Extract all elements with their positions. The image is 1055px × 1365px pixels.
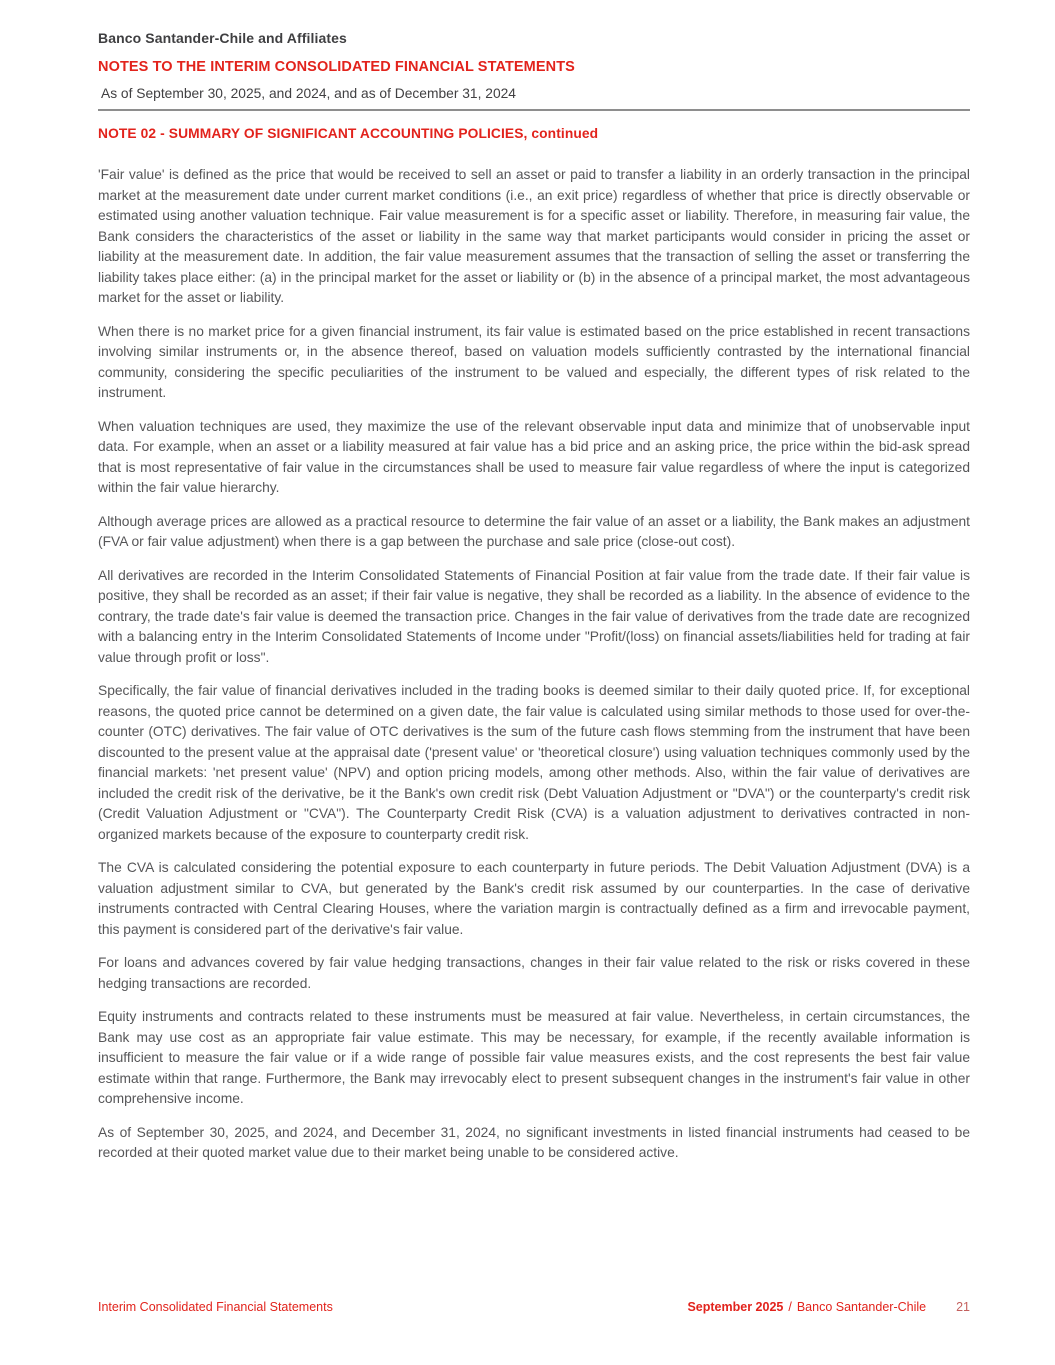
paragraph: All derivatives are recorded in the Interim Consolidated Statements of Financial Position at fair value from the trade date. If their fair value is positive, they shall be recorded as an asset; if their fair value is negative, they shall be recorded as a liability. In the absence of evidence to the contrary, the trade date's fair value is deemed the transaction price. Changes in the fair value of derivatives from the trade date are recognized with a balancing entry in the Interim Consolidated Statements of Income under "Profit/(loss) on financial assets/liabilities held for trading at fair value through profit or loss". bbox=[98, 567, 970, 665]
paragraph: Although average prices are allowed as a practical resource to determine the fair value of an asset or a liability, the Bank makes an adjustment (FVA or fair value adjustment) when there is a gap between the purchase and sale price (close-out cost). bbox=[98, 513, 970, 549]
page-footer bbox=[98, 1300, 970, 1314]
document-title: NOTES TO THE INTERIM CONSOLIDATED FINANCIAL STATEMENTS bbox=[98, 59, 575, 75]
report-date-line: As of September 30, 2025, and 2024, and as of December 31, 2024 bbox=[101, 86, 516, 101]
paragraph: For loans and advances covered by fair value hedging transactions, changes in their fair value related to the risk or risks covered in these hedging transactions are recorded. bbox=[98, 955, 970, 991]
page-content bbox=[98, 30, 970, 1177]
paragraph: As of September 30, 2025, and 2024, and December 31, 2024, no significant investments in listed financial instruments had ceased to be recorded at their quoted market value due to their market being unable to be considered active. bbox=[98, 1124, 970, 1160]
footer-separator: / bbox=[788, 1300, 792, 1314]
company-name: Banco Santander-Chile and Affiliates bbox=[98, 30, 347, 46]
paragraph: When there is no market price for a given financial instrument, its fair value is estimated based on the price established in recent transactions involving similar instruments or, in the absence thereof, based on valuation models sufficiently contrasted by the international financial community, considering the specific peculiarities of the instrument to be valued and especially, the different types of risk related to the instrument. bbox=[98, 323, 970, 400]
note-body bbox=[98, 165, 970, 1164]
note-section-heading: NOTE 02 - SUMMARY OF SIGNIFICANT ACCOUNTING POLICIES, continued bbox=[98, 126, 599, 141]
footer-document-label: Interim Consolidated Financial Statements bbox=[98, 1300, 333, 1314]
footer-right-group bbox=[687, 1300, 970, 1314]
footer-brand: Banco Santander-Chile bbox=[796, 1300, 927, 1314]
header-divider bbox=[98, 109, 970, 111]
page-number: 21 bbox=[956, 1300, 970, 1314]
paragraph: 'Fair value' is defined as the price that would be received to sell an asset or paid to transfer a liability in an orderly transaction in the principal market at the measurement date under current market conditions (i.e., an exit price) regardless of whether that price is directly observable or estimated using another valuation technique. Fair value measurement is for a specific asset or liability. Therefore, in measuring fair value, the Bank considers the characteristics of the asset or liability in the same way that market participants would consider in pricing the asset or liability at the measurement date. In addition, the fair value measurement assumes that the transaction of selling the asset or transferring the liability takes place either: (a) in the principal market for the asset or liability or (b) in the absence of a principal market, the most advantageous market for the asset or liability. bbox=[98, 167, 970, 305]
paragraph: Equity instruments and contracts related to these instruments must be measured at fair value. Nevertheless, in certain circumstances, the Bank may use cost as an appropriate fair value estimate. This may be necessary, for example, if the recently available information is insufficient to measure the fair value or if a wide range of possible fair value measures exists, and the cost represents the best fair value estimate within that range. Furthermore, the Bank may irrevocably elect to present subsequent changes in the instrument's fair value in other comprehensive income. bbox=[98, 1009, 970, 1106]
footer-date: September 2025 bbox=[687, 1300, 784, 1314]
paragraph: When valuation techniques are used, they maximize the use of the relevant observable input data and minimize that of unobservable input data. For example, when an asset or a liability measured at fair value has a bid price and an asking price, the price within the bid-ask spread that is most representative of fair value in the circumstances shall be used to measure fair value regardless of where the input is categorized within the fair value hierarchy. bbox=[98, 418, 970, 495]
paragraph: The CVA is calculated considering the potential exposure to each counterparty in future periods. The Debit Valuation Adjustment (DVA) is a valuation adjustment similar to CVA, but generated by the Bank's credit risk assumed by our counterparties. In the case of derivative instruments contracted with Central Clearing Houses, where the variation margin is contractually defined as a firm and irrevocable payment, this payment is considered part of the derivative's fair value. bbox=[98, 860, 970, 937]
paragraph: Specifically, the fair value of financial derivatives included in the trading books is deemed similar to their daily quoted price. If, for exceptional reasons, the quoted price cannot be determined on a given date, the fair value is calculated using similar methods to those used for over-the-counter (OTC) derivatives. The fair value of OTC derivatives is the sum of the future cash flows stemming from the instrument that have been discounted to the present value at the appraisal date ('present value' or 'theoretical closure') using valuation techniques commonly used by the financial markets: 'net present value' (NPV) and option pricing models, among other methods. Also, within the fair value of derivatives are included the credit risk of the derivative, be it the Bank's own credit risk (Debt Valuation Adjustment or "DVA") or the counterparty's credit risk (Credit Valuation Adjustment or "CVA"). The Counterparty Credit Risk (CVA) is a valuation adjustment to derivatives contracted in non-organized markets because of the exposure to counterparty credit risk. bbox=[98, 683, 970, 842]
